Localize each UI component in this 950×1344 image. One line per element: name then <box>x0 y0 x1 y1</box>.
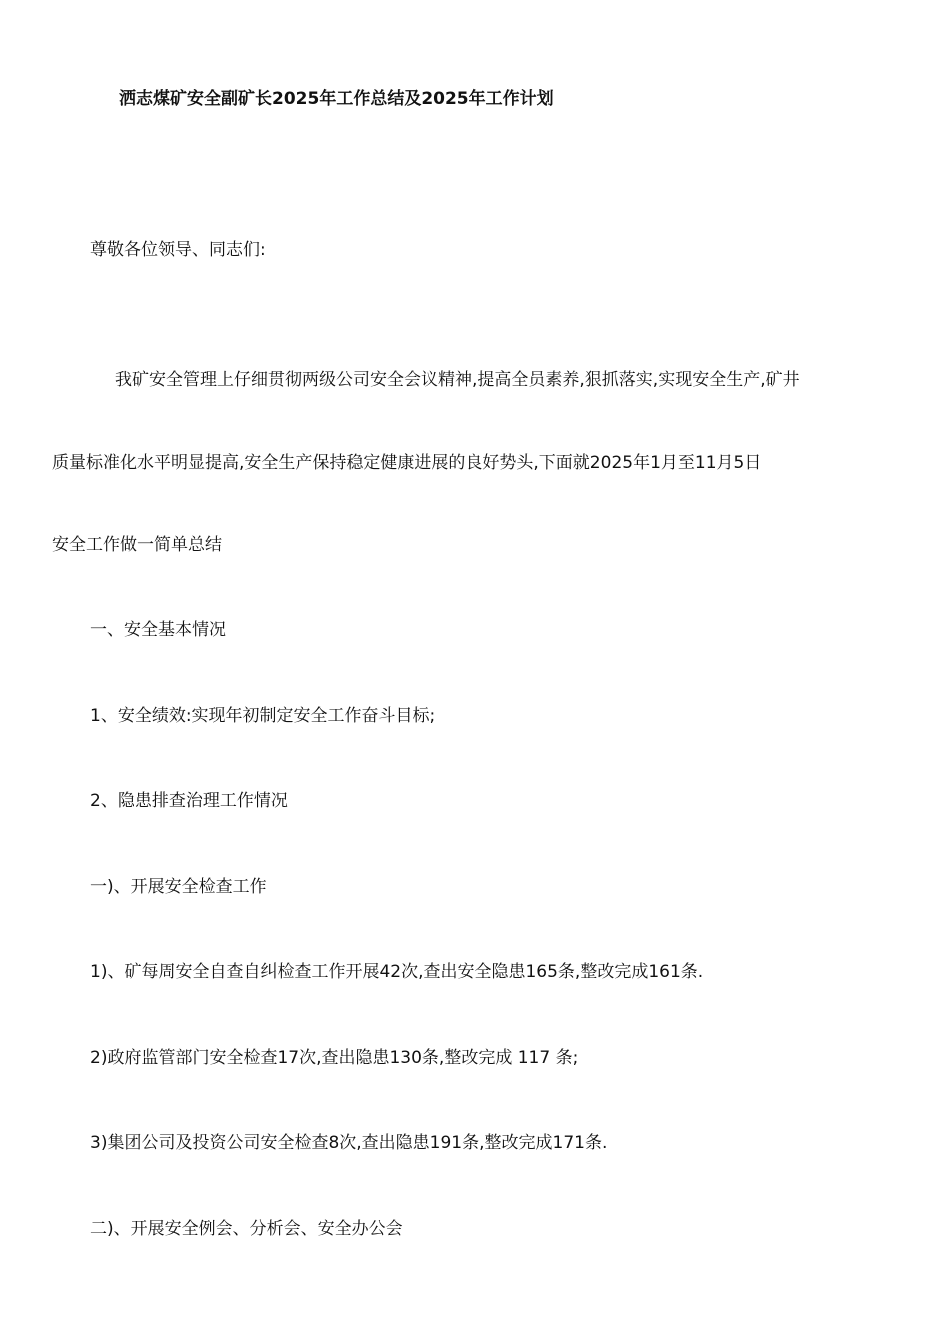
inspection-item-group-company: 3)集团公司及投资公司安全检查8次,查出隐患191条,整改完成171条. <box>90 1133 608 1153</box>
intro-paragraph-line-1: 我矿安全管理上仔细贯彻两级公司安全会议精神,提高全员素养,狠抓落实,实现安全生产,矿井 <box>115 370 800 390</box>
section-heading-basic-situation: 一、安全基本情况 <box>90 620 226 640</box>
inspection-item-weekly: 1)、矿每周安全自查自纠检查工作开展42次,查出安全隐患165条,整改完成161条. <box>90 962 704 982</box>
document-title: 洒志煤矿安全副矿长2025年工作总结及2025年工作计划 <box>119 89 554 109</box>
subsection-heading-safety-inspection: 一)、开展安全检查工作 <box>90 877 267 897</box>
inspection-item-government: 2)政府监管部门安全检查17次,查出隐患130条,整改完成 117 条; <box>90 1048 579 1068</box>
item-hazard-investigation: 2、隐患排查治理工作情况 <box>90 791 288 811</box>
item-safety-performance: 1、安全绩效:实现年初制定安全工作奋斗目标; <box>90 706 436 726</box>
subsection-heading-safety-meetings: 二)、开展安全例会、分析会、安全办公会 <box>90 1219 403 1239</box>
intro-paragraph-line-3: 安全工作做一简单总结 <box>52 535 222 555</box>
intro-paragraph-line-2: 质量标准化水平明显提高,安全生产保持稳定健康进展的良好势头,下面就2025年1月至11月5日 <box>52 453 762 473</box>
greeting: 尊敬各位领导、同志们: <box>90 240 266 260</box>
